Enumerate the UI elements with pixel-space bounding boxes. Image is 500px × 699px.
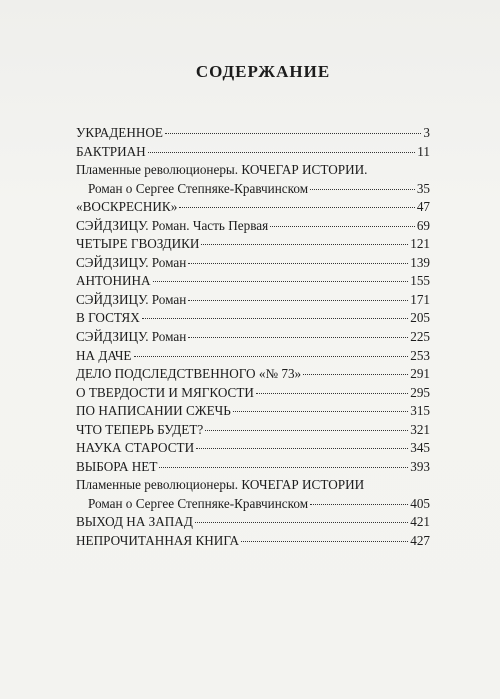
dot-leader <box>188 299 408 301</box>
toc-entry <box>76 198 430 217</box>
toc-entry <box>76 235 430 254</box>
dot-leader <box>159 466 408 468</box>
toc-entry-page: 155 <box>410 273 430 289</box>
dot-leader <box>148 151 416 153</box>
dot-leader <box>303 373 408 375</box>
toc-entry-page: 405 <box>410 495 430 511</box>
toc-entry-title: НА ДАЧЕ <box>76 347 132 363</box>
toc-entry-page: 345 <box>410 440 430 456</box>
dot-leader <box>205 429 408 431</box>
dot-leader <box>179 206 415 208</box>
toc-entry-page: 205 <box>410 310 430 326</box>
dot-leader <box>241 540 408 542</box>
table-of-contents <box>76 124 430 551</box>
dot-leader <box>188 336 408 338</box>
toc-entry <box>76 143 430 162</box>
toc-entry-title: УКРАДЕННОЕ <box>76 125 163 140</box>
toc-entry-title: СЭЙДЗИЦУ. Роман. Часть Первая <box>76 217 269 233</box>
dot-leader <box>201 243 408 245</box>
toc-entry <box>76 347 430 366</box>
toc-entry-title: Роман о Сергее Степняке-Кравчинском <box>88 495 309 511</box>
toc-entry-page: 3 <box>423 125 430 140</box>
toc-entry <box>76 365 430 384</box>
toc-entry <box>76 458 430 477</box>
toc-entry <box>76 402 430 421</box>
toc-entry-title: БАКТРИАН <box>76 143 146 159</box>
toc-entry-page: 253 <box>410 347 430 363</box>
toc-entry-title: ВЫХОД НА ЗАПАД <box>76 514 193 530</box>
toc-entry <box>76 532 430 551</box>
dot-leader <box>256 392 408 394</box>
toc-entry <box>76 291 430 310</box>
toc-entry-title: Роман о Сергее Степняке-Кравчинском <box>88 180 309 196</box>
dot-leader <box>188 262 408 264</box>
toc-entry <box>76 328 430 347</box>
toc-entry <box>76 217 430 236</box>
dot-leader <box>165 132 421 134</box>
dot-leader <box>233 410 408 412</box>
toc-entry <box>76 384 430 403</box>
toc-entry <box>76 421 430 440</box>
toc-entry <box>76 161 430 180</box>
toc-entry-page: 139 <box>410 254 430 270</box>
toc-entry-title: «ВОСКРЕСНИК» <box>76 199 178 215</box>
dot-leader <box>142 317 408 319</box>
toc-entry-title: СЭЙДЗИЦУ. Роман <box>76 291 187 307</box>
toc-entry-title: НАУКА СТАРОСТИ <box>76 440 195 456</box>
toc-entry-page: 35 <box>416 180 430 196</box>
toc-entry-page: 11 <box>417 143 430 159</box>
toc-entry-title: НЕПРОЧИТАННАЯ КНИГА <box>76 533 240 549</box>
toc-entry-page: 421 <box>410 514 430 530</box>
toc-entry-title: ЧТО ТЕПЕРЬ БУДЕТ? <box>76 421 204 437</box>
page-title: СОДЕРЖАНИЕ <box>195 62 331 81</box>
toc-entry-page: 291 <box>410 366 430 382</box>
toc-entry-page: 295 <box>410 384 430 400</box>
dot-leader <box>270 225 415 227</box>
toc-entry-page: 47 <box>416 199 430 215</box>
toc-entry-title: Пламенные революционеры. КОЧЕГАР ИСТОРИИ. <box>76 162 368 178</box>
dot-leader <box>196 447 408 449</box>
dot-leader <box>195 521 408 523</box>
toc-entry <box>76 476 430 495</box>
dot-leader <box>310 188 415 190</box>
toc-entry <box>76 513 430 532</box>
toc-entry <box>76 272 430 291</box>
dot-leader <box>153 280 409 282</box>
toc-entry-page: 69 <box>416 217 430 233</box>
toc-entry-page: 427 <box>410 533 430 549</box>
toc-entry-title: СЭЙДЗИЦУ. Роман <box>76 254 187 270</box>
toc-entry <box>76 439 430 458</box>
toc-entry-title: О ТВЕРДОСТИ И МЯГКОСТИ <box>76 384 254 400</box>
toc-entry-title: АНТОНИНА <box>76 273 151 289</box>
toc-entry <box>76 309 430 328</box>
toc-entry-title: ЧЕТЫРЕ ГВОЗДИКИ <box>76 236 200 252</box>
toc-entry-page: 225 <box>410 329 430 345</box>
toc-entry-title: В ГОСТЯХ <box>76 310 140 326</box>
toc-entry-title: ПО НАПИСАНИИ СЖЕЧЬ <box>76 403 231 419</box>
toc-entry <box>76 254 430 273</box>
toc-entry <box>76 495 430 514</box>
toc-entry-page: 315 <box>410 403 430 419</box>
toc-entry-page: 171 <box>410 291 430 307</box>
toc-entry <box>76 124 430 143</box>
toc-entry-title: ВЫБОРА НЕТ <box>76 458 158 474</box>
toc-entry-page: 121 <box>410 236 430 252</box>
dot-leader <box>310 503 408 505</box>
toc-entry-title: Пламенные революционеры. КОЧЕГАР ИСТОРИИ <box>76 477 365 493</box>
toc-entry-title: ДЕЛО ПОДСЛЕДСТВЕННОГО «№ 73» <box>76 366 302 382</box>
toc-entry <box>76 180 430 199</box>
dot-leader <box>134 355 409 357</box>
toc-entry-title: СЭЙДЗИЦУ. Роман <box>76 329 187 345</box>
toc-entry-page: 321 <box>410 421 430 437</box>
toc-entry-page: 393 <box>410 458 430 474</box>
